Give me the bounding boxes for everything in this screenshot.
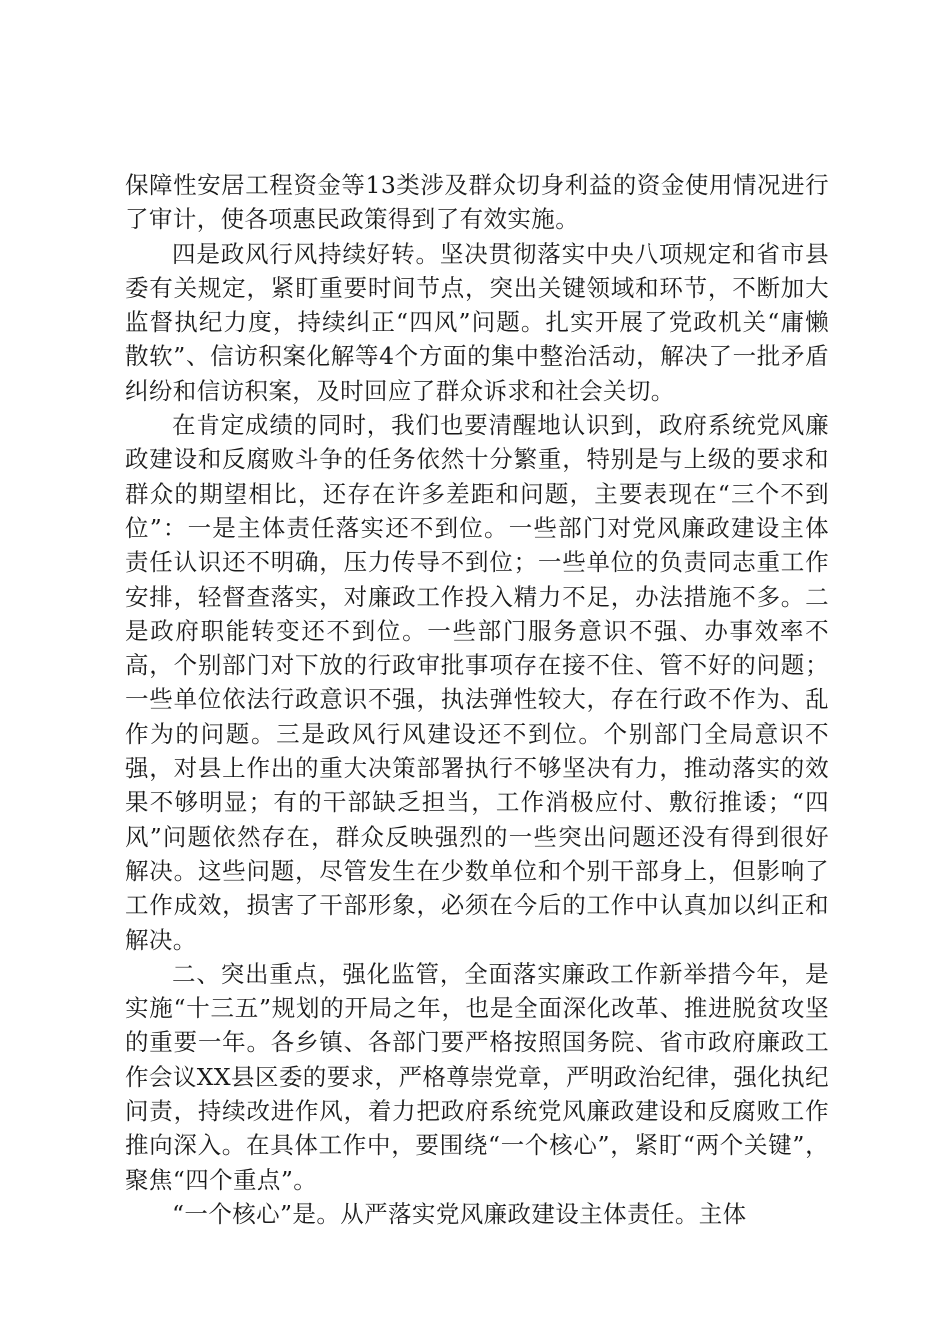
paragraph-2: 四是政风行风持续好转。坚决贯彻落实中央八项规定和省市县委有关规定，紧盯重要时间节点，突出关键领域和环节，不断加大监督执纪力度，持续纠正“四风”问题。扎实开展了党政机关“庸懒散软”、信访积案化解等4个方面的集中整治活动，解决了一批矛盾纠纷和信访积案，及时回应了群众诉求和社会关切。 (125, 239, 829, 405)
paragraph-3: 在肯定成绩的同时，我们也要清醒地认识到，政府系统党风廉政建设和反腐败斗争的任务依然十分繁重，特别是与上级的要求和群众的期望相比，还存在许多差距和问题，主要表现在“三个不到位”：一是主体责任落实还不到位。一些部门对党风廉政建设主体责任认识还不明确，压力传导不到位；一些单位的负责同志重工作安排，轻督查落实，对廉政工作投入精力不足，办法措施不多。二是政府职能转变还不到位。一些部门服务意识不强、办事效率不高，个别部门对下放的行政审批事项存在接不住、管不好的问题；一些单位依法行政意识不强，执法弹性较大，存在行政不作为、乱作为的问题。三是政风行风建设还不到位。个别部门全局意识不强，对县上作出的重大决策部署执行不够坚决有力，推动落实的效果不够明显；有的干部缺乏担当，工作消极应付、敷衍推诿；“四风”问题依然存在，群众反映强烈的一些突出问题还没有得到很好解决。这些问题，尽管发生在少数单位和个别干部身上，但影响了工作成效，损害了干部形象，必须在今后的工作中认真加以纠正和解决。 (125, 411, 829, 954)
paragraph-1: 保障性安居工程资金等13类涉及群众切身利益的资金使用情况进行了审计，使各项惠民政策得到了有效实施。 (125, 171, 829, 234)
paragraph-5: “一个核心”是。从严落实党风廉政建设主体责任。主体 (172, 1199, 747, 1228)
document-body (125, 168, 829, 1231)
paragraph-4: 二、突出重点，强化监管，全面落实廉政工作新举措今年，是实施“十三五”规划的开局之年，也是全面深化改革、推进脱贫攻坚的重要一年。各乡镇、各部门要严格按照国务院、省市政府廉政工作会议XX县区委的要求，严格尊崇党章，严明政治纪律，强化执纪问责，持续改进作风，着力把政府系统党风廉政建设和反腐败工作推向深入。在具体工作中，要围绕“一个核心”，紧盯“两个关键”，聚焦“四个重点”。 (125, 959, 829, 1194)
